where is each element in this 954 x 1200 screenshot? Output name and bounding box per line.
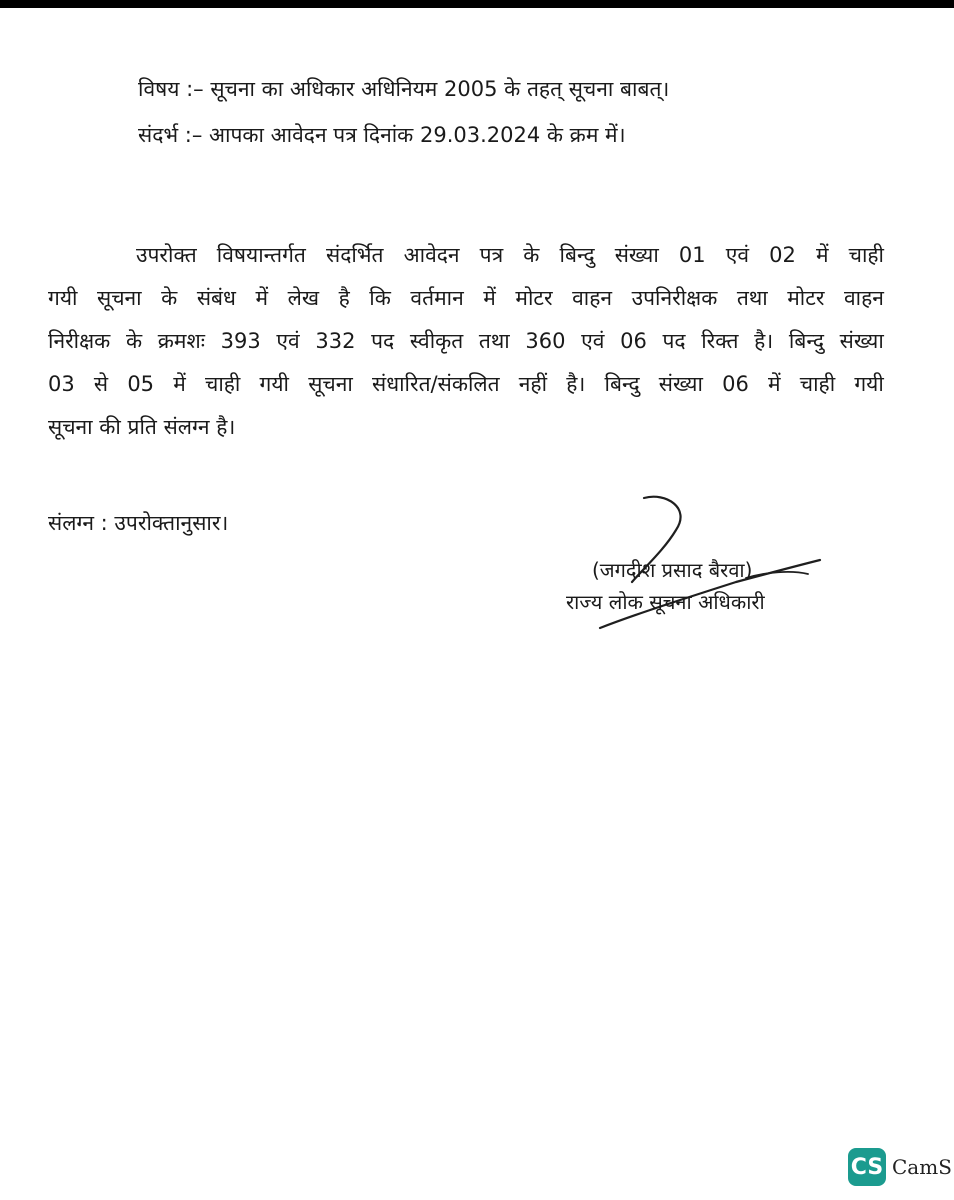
camscanner-logo-icon: CS bbox=[848, 1148, 886, 1186]
body-word: में bbox=[173, 372, 186, 396]
body-word: में bbox=[255, 286, 269, 310]
body-word: संदर्भित bbox=[326, 243, 384, 267]
body-line bbox=[48, 240, 884, 283]
body-word: 05 bbox=[127, 372, 155, 396]
signatory-name: (जगदीश प्रसाद बैरवा) bbox=[592, 558, 753, 582]
body-word: नहीं bbox=[518, 372, 548, 396]
body-word: 02 bbox=[769, 243, 796, 267]
body-word: 393 bbox=[220, 329, 261, 353]
body-word: लेख bbox=[287, 286, 320, 310]
body-word: है bbox=[338, 286, 350, 310]
body-word: संख्या bbox=[614, 243, 659, 267]
body-word: एवं bbox=[725, 243, 750, 267]
body-word: संबंध bbox=[196, 286, 236, 310]
body-word: बिन्दु bbox=[788, 329, 824, 353]
body-paragraph bbox=[48, 240, 884, 455]
body-word: तथा bbox=[736, 286, 768, 310]
body-word: चाही bbox=[799, 372, 836, 396]
reference-line: संदर्भ :– आपका आवेदन पत्र दिनांक 29.03.2024 के क्रम में। bbox=[138, 123, 626, 147]
body-line bbox=[48, 369, 884, 412]
body-word: विषयान्तर्गत bbox=[216, 243, 306, 267]
body-word: चाही bbox=[848, 243, 884, 267]
body-word: 06 bbox=[722, 372, 749, 396]
body-word: में bbox=[483, 286, 496, 310]
body-word: उपनिरीक्षक bbox=[631, 286, 718, 310]
body-word: वाहन bbox=[572, 286, 613, 310]
camscanner-app-name: CamS bbox=[892, 1155, 952, 1179]
body-word: तथा bbox=[478, 329, 510, 353]
body-word: सूचना bbox=[308, 372, 353, 396]
document-page bbox=[0, 8, 954, 1200]
body-word: एवं bbox=[581, 329, 605, 353]
subject-line: विषय :– सूचना का अधिकार अधिनियम 2005 के तहत् सूचना बाबत्। bbox=[138, 77, 670, 101]
body-word: चाही bbox=[204, 372, 241, 396]
body-line bbox=[48, 412, 884, 455]
body-word: गयी bbox=[854, 372, 884, 396]
body-word: में bbox=[768, 372, 781, 396]
body-word: वाहन bbox=[843, 286, 884, 310]
body-word: के bbox=[125, 329, 143, 353]
body-word: 01 bbox=[678, 243, 706, 267]
body-word: एवं bbox=[276, 329, 300, 353]
body-word: संधारित/संकलित bbox=[372, 372, 500, 396]
body-word: मोटर bbox=[787, 286, 825, 310]
body-word: पद bbox=[662, 329, 686, 353]
body-word: निरीक्षक bbox=[48, 329, 111, 353]
body-word: 03 bbox=[48, 372, 75, 396]
body-word: बिन्दु bbox=[559, 243, 595, 267]
body-word: से bbox=[93, 372, 109, 396]
body-word: गयी bbox=[259, 372, 289, 396]
body-word: संख्या bbox=[658, 372, 703, 396]
body-word: आवेदन bbox=[403, 243, 460, 267]
body-word: वर्तमान bbox=[410, 286, 464, 310]
body-word: 06 bbox=[620, 329, 647, 353]
body-word: क्रमशः bbox=[157, 329, 205, 353]
body-word: में bbox=[815, 243, 829, 267]
body-word: है। bbox=[754, 329, 774, 353]
body-word: है। bbox=[566, 372, 586, 396]
body-word: कि bbox=[369, 286, 391, 310]
signatory-title: राज्य लोक सूचना अधिकारी bbox=[566, 590, 765, 614]
enclosure-line: संलग्न : उपरोक्तानुसार। bbox=[48, 511, 229, 535]
body-word: पत्र bbox=[479, 243, 504, 267]
body-word: स्वीकृत bbox=[409, 329, 464, 353]
body-line bbox=[48, 326, 884, 369]
body-word: संख्या bbox=[839, 329, 884, 353]
body-word: पद bbox=[371, 329, 395, 353]
camscanner-watermark bbox=[848, 1148, 952, 1186]
body-word: के bbox=[161, 286, 178, 310]
body-word: सूचना bbox=[97, 286, 142, 310]
body-line bbox=[48, 283, 884, 326]
body-word: गयी bbox=[48, 286, 78, 310]
body-word: 332 bbox=[315, 329, 356, 353]
body-word: मोटर bbox=[515, 286, 553, 310]
body-word: रिक्त bbox=[701, 329, 739, 353]
body-word: उपरोक्त bbox=[136, 243, 197, 267]
body-word: बिन्दु bbox=[604, 372, 640, 396]
body-word: के bbox=[523, 243, 540, 267]
body-word: सूचना की प्रति संलग्न है। bbox=[48, 415, 236, 439]
body-word: 360 bbox=[525, 329, 566, 353]
